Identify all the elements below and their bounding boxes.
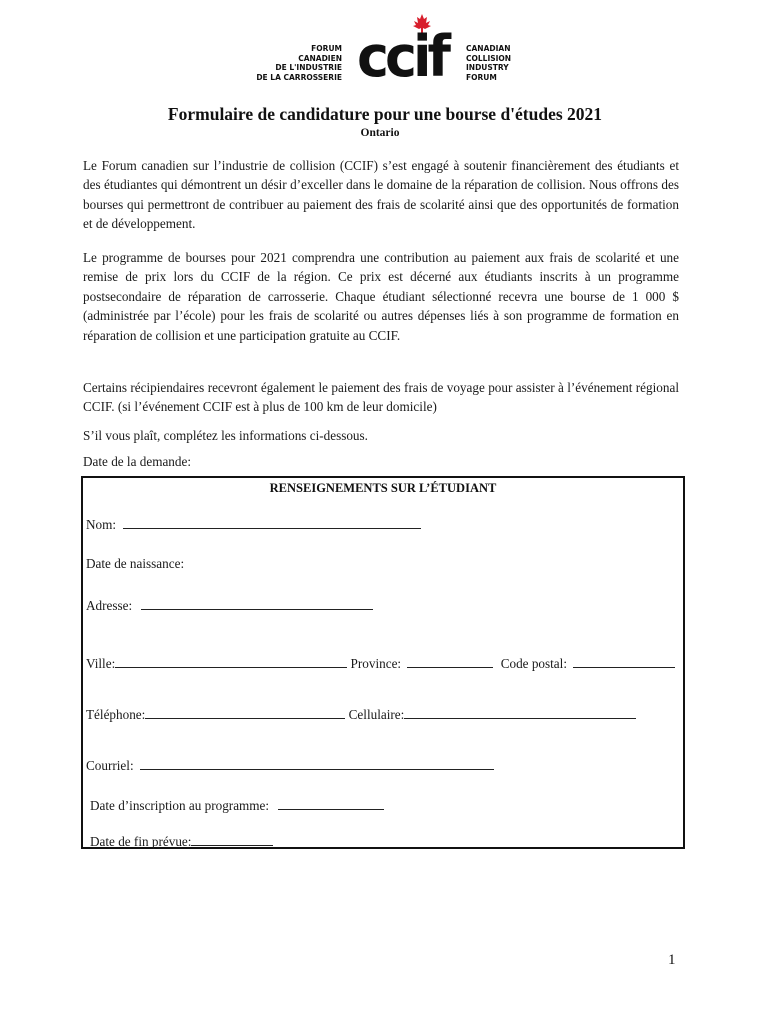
city-label: Ville: bbox=[86, 656, 116, 671]
phone-label: Téléphone: bbox=[86, 707, 146, 722]
form-title: RENSEIGNEMENTS SUR L’ÉTUDIANT bbox=[269, 481, 497, 495]
page-number: 1 bbox=[668, 952, 676, 968]
name-field[interactable] bbox=[123, 516, 421, 529]
city-row bbox=[86, 655, 675, 672]
phone-row bbox=[86, 706, 636, 723]
page-title: Formulaire de candidature pour une bourse d'études 2021 bbox=[167, 104, 603, 124]
email-row bbox=[86, 757, 494, 774]
email-field[interactable] bbox=[140, 757, 494, 770]
province-field[interactable] bbox=[407, 655, 493, 668]
instructions-text: S’il vous plaît, complétez les informations ci-dessous. bbox=[83, 428, 368, 443]
enroll-row bbox=[90, 797, 384, 814]
name-row bbox=[86, 516, 421, 533]
logo-wordmark bbox=[342, 14, 462, 90]
request-date-label: Date de la demande: bbox=[83, 454, 192, 469]
cell-label: Cellulaire: bbox=[348, 707, 405, 722]
end-row bbox=[90, 833, 273, 850]
program-paragraph: Le programme de bourses pour 2021 comprendra une contribution au paiement aux frais de scolarité et une remise de prix lors du CCIF de la région. Ce prix est décerné aux étudiants inscrits à un programme postsecondaire de réparation de carrosserie. Chaque étudiant sélectionné recevra une bourse de 1 000 $ (administrée par l’école) pour les frais de scolarité ou autres dépenses liés à son programme de formation en réparation de collision et une participation gratuite au CCIF. bbox=[83, 250, 679, 343]
intro-paragraph: Le Forum canadien sur l’industrie de collision (CCIF) s’est engagé à soutenir financièrement des étudiants et des étudiantes qui démontrent un désir d’exceller dans le domaine de la réparation de collision. Nous offrons des bourses qui permettront de contribuer au paiement des frais de scolarité ainsi que des opportunités de formation et de développement. bbox=[83, 158, 679, 232]
birth-date-label: Date de naissance: bbox=[86, 556, 185, 571]
logo-english-name: CANADIAN COLLISION INDUSTRY FORUM bbox=[466, 44, 512, 82]
logo-ccif-text: ccif bbox=[356, 23, 448, 90]
ccif-logo bbox=[256, 14, 518, 90]
postal-code-label: Code postal: bbox=[500, 656, 567, 671]
travel-paragraph: Certains récipiendaires recevront également le paiement des frais de voyage pour assister à l’événement régional CCIF. (si l’événement CCIF est à plus de 100 km de leur domicile) bbox=[83, 380, 679, 415]
phone-field[interactable] bbox=[145, 706, 345, 719]
end-date-label: Date de fin prévue: bbox=[90, 834, 192, 849]
enroll-date-label: Date d’inscription au programme: bbox=[90, 798, 270, 813]
address-row bbox=[86, 597, 373, 614]
address-label: Adresse: bbox=[86, 598, 133, 613]
email-label: Courriel: bbox=[86, 758, 134, 773]
logo-french-name: FORUM CANADIEN DE L'INDUSTRIE DE LA CARROSSERIE bbox=[256, 44, 342, 82]
postal-code-field[interactable] bbox=[573, 655, 675, 668]
cell-field[interactable] bbox=[404, 706, 636, 719]
end-date-field[interactable] bbox=[191, 833, 273, 846]
province-label: Province: bbox=[350, 656, 402, 671]
name-label: Nom: bbox=[86, 517, 117, 532]
city-field[interactable] bbox=[115, 655, 347, 668]
page-subtitle: Ontario bbox=[360, 127, 400, 139]
address-field[interactable] bbox=[141, 597, 373, 610]
enroll-date-field[interactable] bbox=[278, 797, 384, 810]
birth-row bbox=[86, 556, 187, 572]
student-info-form bbox=[81, 476, 685, 849]
